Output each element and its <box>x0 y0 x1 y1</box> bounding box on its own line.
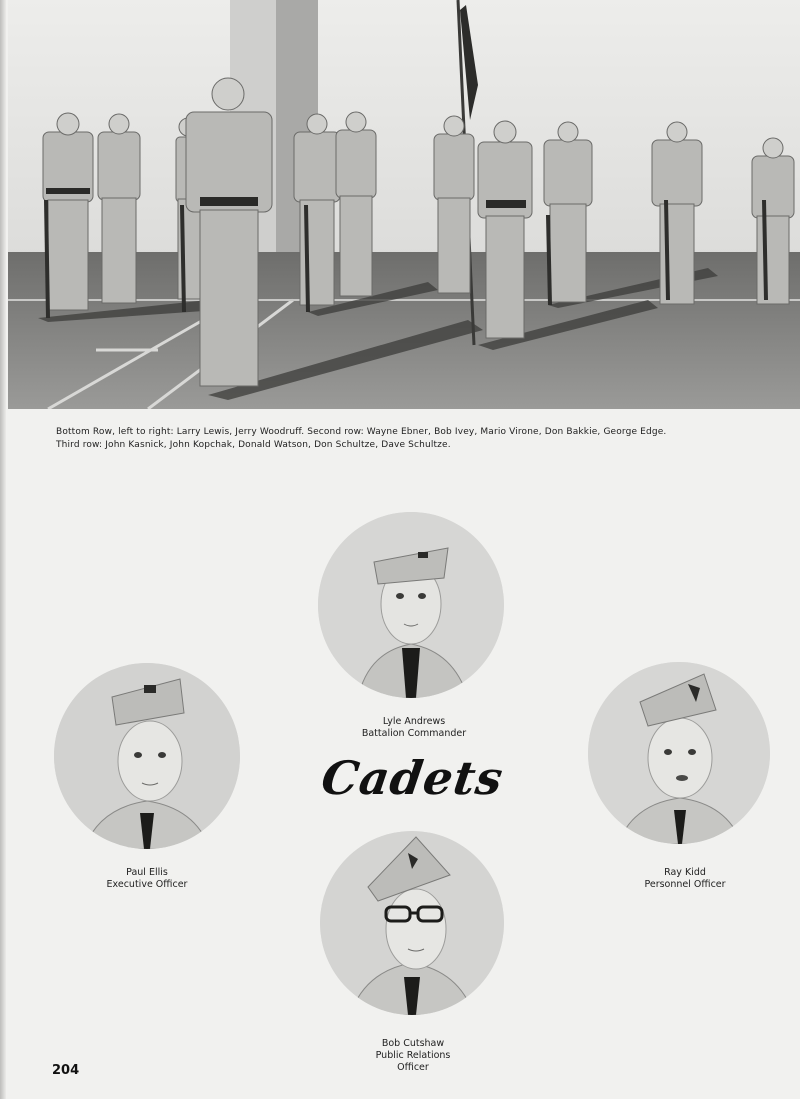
officer-name: Lyle Andrews <box>382 716 446 727</box>
portrait-ray-kidd <box>588 662 770 844</box>
page-number: 204 <box>52 1063 80 1078</box>
officer-name: Paul Ellis <box>126 867 168 878</box>
officer-title-line2: Officer <box>397 1062 429 1073</box>
officer-title-line1: Public Relations <box>375 1050 451 1061</box>
portrait-paul-ellis <box>54 663 240 849</box>
officer-name: Ray Kidd <box>664 867 706 878</box>
officer-title: Personnel Officer <box>644 879 726 890</box>
label-bob-cutshaw <box>346 1038 480 1074</box>
section-title: Cadets <box>318 751 507 805</box>
group-photo-drill-team <box>8 0 800 409</box>
label-paul-ellis <box>80 867 214 891</box>
label-lyle-andrews <box>340 716 488 740</box>
officer-title: Battalion Commander <box>361 728 467 739</box>
officer-name: Bob Cutshaw <box>381 1038 445 1049</box>
caption-line-1: Bottom Row, left to right: Larry Lewis, Jerry Woodruff. Second row: Wayne Ebner, Bob Ivey, Mario Virone, Don Bakkie, George Edge. <box>56 427 667 437</box>
binding-edge <box>0 0 6 1099</box>
officer-title: Executive Officer <box>106 879 188 890</box>
portrait-lyle-andrews <box>318 512 504 698</box>
photo-caption <box>56 426 756 452</box>
portrait-bob-cutshaw <box>320 831 504 1015</box>
label-ray-kidd <box>618 867 752 891</box>
caption-line-2: Third row: John Kasnick, John Kopchak, Donald Watson, Don Schultze, Dave Schultze. <box>56 440 451 450</box>
